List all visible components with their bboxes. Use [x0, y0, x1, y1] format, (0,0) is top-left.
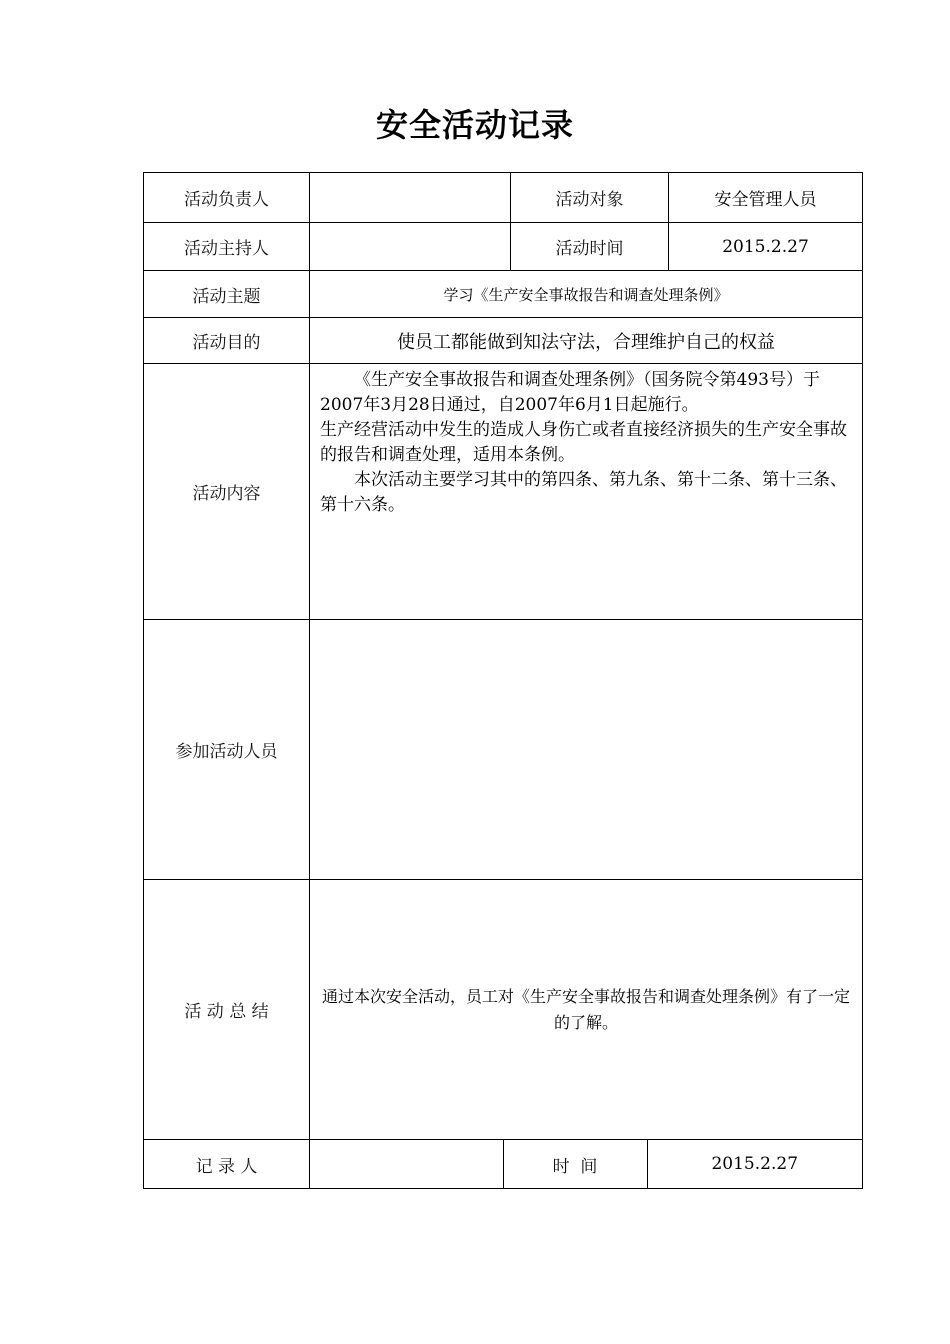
leader-label: 活动负责人	[144, 173, 310, 223]
record-time-value[interactable]: 2015.2.27	[647, 1140, 862, 1188]
theme-value[interactable]: 学习《生产安全事故报告和调查处理条例》	[310, 271, 863, 318]
purpose-label: 活动目的	[144, 318, 310, 364]
record-time-label: 时 间	[503, 1140, 647, 1188]
time-label: 活动时间	[511, 223, 669, 271]
leader-value[interactable]	[310, 173, 511, 223]
recorder-inner-table	[310, 1140, 862, 1188]
table-row	[144, 1140, 863, 1189]
participants-value[interactable]	[310, 620, 863, 880]
content-paragraph: 本次活动主要学习其中的第四条、第九条、第十二条、第十三条、第十六条。	[320, 470, 847, 515]
summary-value[interactable]: 通过本次安全活动，员工对《生产安全事故报告和调查处理条例》有了一定的了解。	[310, 880, 863, 1140]
content-value[interactable]	[310, 364, 863, 620]
recorder-row-cells	[310, 1140, 863, 1189]
table-row	[144, 318, 863, 364]
activity-record-table	[143, 172, 863, 1189]
table-row	[144, 223, 863, 271]
table-row	[144, 620, 863, 880]
participants-label: 参加活动人员	[144, 620, 310, 880]
host-label: 活动主持人	[144, 223, 310, 271]
summary-label: 活 动 总 结	[144, 880, 310, 1140]
theme-label: 活动主题	[144, 271, 310, 318]
table-row	[144, 364, 863, 620]
host-value[interactable]	[310, 223, 511, 271]
table-row	[144, 173, 863, 223]
purpose-value[interactable]: 使员工都能做到知法守法，合理维护自己的权益	[310, 318, 863, 364]
table-row	[144, 271, 863, 318]
time-value[interactable]: 2015.2.27	[669, 223, 863, 271]
content-paragraph: 生产经营活动中发生的造成人身伤亡或者直接经济损失的生产安全事故的报告和调查处理，适用本条例。	[320, 420, 847, 465]
target-value[interactable]: 安全管理人员	[669, 173, 863, 223]
page-title: 安全活动记录	[375, 106, 574, 144]
content-paragraph: 《生产安全事故报告和调查处理条例》（国务院令第493号）于2007年3月28日通过，自2007年6月1日起施行。	[320, 370, 820, 415]
content-label: 活动内容	[144, 364, 310, 620]
target-label: 活动对象	[511, 173, 669, 223]
table-row	[144, 880, 863, 1140]
recorder-value[interactable]	[310, 1140, 503, 1188]
recorder-label: 记 录 人	[144, 1140, 310, 1189]
